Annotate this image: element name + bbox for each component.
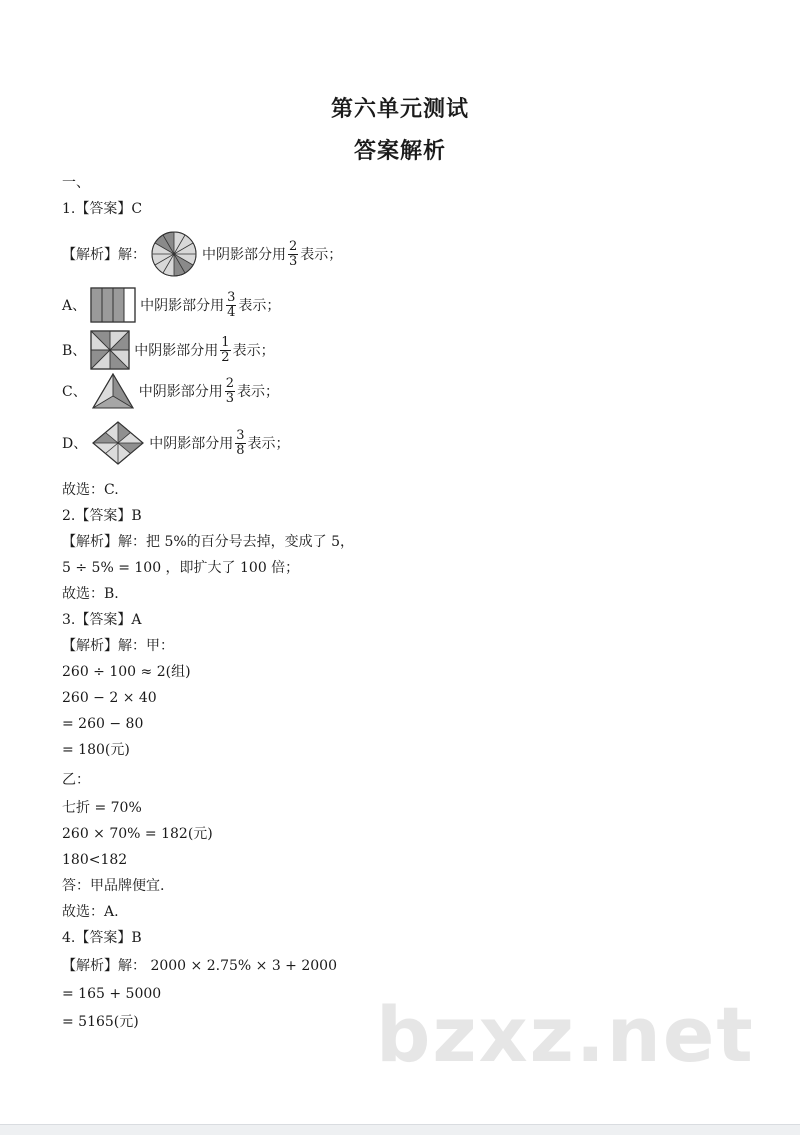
option-fraction: $\frac{2}{3}$	[225, 375, 234, 406]
q4-line: 【解析】解： 2000 × 2.75% × 3 + 2000	[62, 958, 337, 974]
q1-choice: 故选：C.	[62, 482, 119, 498]
q3-line: = 180(元)	[62, 742, 130, 758]
q3-line: 【解析】解：甲：	[62, 638, 174, 654]
q3-line: 答：甲品牌便宜.	[62, 878, 165, 894]
section-heading: 一、	[62, 175, 90, 191]
q1-option-d	[62, 420, 290, 466]
triangle-figure	[91, 372, 135, 410]
square-figure	[90, 330, 130, 370]
rectangle-figure	[90, 287, 136, 323]
q2-answer: 2.【答案】B	[62, 508, 142, 524]
q1-analysis-fraction: $\frac{2}{3}$	[289, 238, 298, 269]
q4-line: = 165 + 5000	[62, 986, 162, 1002]
page-subtitle: 答案解析	[353, 139, 446, 164]
q3-answer: 3.【答案】A	[62, 612, 142, 628]
q3-line: = 260 − 80	[62, 716, 144, 732]
q2-analysis-line: 【解析】解：把 5%的百分号去掉，变成了 5，	[62, 534, 355, 550]
option-suffix: 表示；	[237, 384, 279, 400]
q3-line: 乙：	[62, 772, 90, 788]
q1-analysis-suffix: 表示；	[300, 247, 343, 263]
q2-analysis-line: 5 ÷ 5% = 100 ，即扩大了 100 倍；	[62, 560, 300, 576]
option-label: D、	[62, 436, 88, 452]
q1-option-c	[62, 372, 279, 410]
option-label: B、	[62, 343, 87, 359]
option-text: 中阴影部分用	[149, 436, 234, 452]
watermark: bzxz.net	[376, 990, 755, 1079]
q3-line: 260 × 70% = 182(元)	[62, 826, 213, 842]
q1-analysis-text: 中阴影部分用	[202, 247, 286, 263]
q1-option-a	[62, 287, 280, 323]
q1-option-b	[62, 330, 275, 370]
q4-line: = 5165(元)	[62, 1014, 139, 1030]
option-suffix: 表示；	[232, 343, 275, 359]
q2-choice: 故选：B.	[62, 586, 119, 602]
option-text: 中阴影部分用	[140, 298, 225, 314]
option-fraction: $\frac{1}{2}$	[221, 334, 230, 365]
option-suffix: 表示；	[238, 298, 281, 314]
q3-line: 260 ÷ 100 ≈ 2(组)	[62, 664, 191, 680]
option-label: A、	[62, 298, 87, 314]
q3-line: 180<182	[62, 852, 128, 868]
option-fraction: $\frac{3}{8}$	[236, 427, 245, 458]
q3-line: 260 − 2 × 40	[62, 690, 157, 706]
option-suffix: 表示；	[247, 436, 290, 452]
q3-line: 七折 = 70%	[62, 800, 142, 816]
option-text: 中阴影部分用	[134, 343, 219, 359]
q1-answer: 1.【答案】C	[62, 201, 143, 217]
option-fraction: $\frac{3}{4}$	[227, 289, 236, 320]
option-label: C、	[62, 384, 87, 400]
q1-analysis-prefix: 【解析】解：	[62, 247, 146, 263]
option-text: 中阴影部分用	[138, 384, 223, 400]
page-title: 第六单元测试	[330, 97, 469, 122]
rhombus-figure	[91, 420, 145, 466]
q3-choice: 故选：A.	[62, 904, 119, 920]
q4-answer: 4.【答案】B	[62, 930, 142, 946]
page-bottom-edge	[0, 1124, 800, 1135]
circle-figure	[150, 230, 198, 278]
q1-analysis-row	[62, 230, 342, 278]
